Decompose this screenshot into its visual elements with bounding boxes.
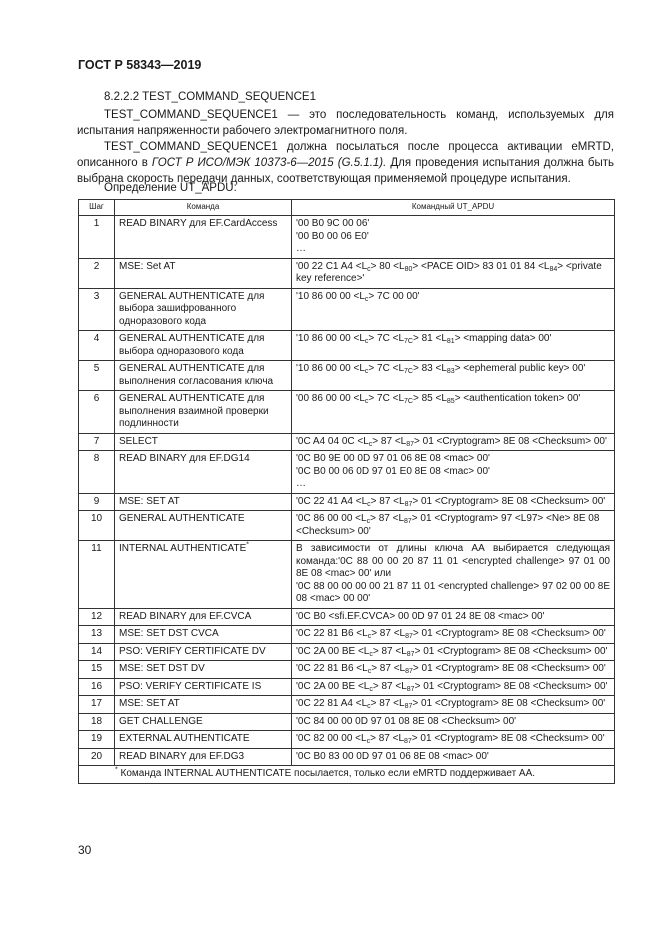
apdu-text: > 01 <Cryptogram> 8E 08 <Checksum> 00' (414, 680, 608, 692)
command-cell (115, 288, 292, 331)
table-row (79, 643, 615, 661)
standard-reference: ГОСТ Р ИСО/МЭК 10373-6—2015 (G.5.1.1). (151, 157, 387, 169)
command-cell (115, 731, 292, 749)
footnote-row (79, 766, 615, 784)
apdu-cell (292, 451, 615, 494)
table-row (79, 541, 615, 609)
apdu-cell (292, 288, 615, 331)
apdu-cell (292, 493, 615, 511)
command-text: MSE: SET AT (119, 495, 180, 507)
command-cell (115, 216, 292, 259)
apdu-line: '0C B0 <sfi.EF.CVCA> 00 0D 97 01 24 8E 08 <mac> 00' (296, 610, 545, 622)
apdu-text: > 87 <L (371, 663, 406, 674)
command-cell (115, 608, 292, 626)
step-cell: 19 (79, 731, 115, 749)
apdu-cell (292, 696, 615, 714)
apdu-text: '0C 22 81 A4 <L (296, 698, 368, 709)
apdu-text: > <mapping data> 00' (454, 333, 552, 344)
length-subscript: 87 (405, 668, 413, 675)
apdu-text: > 7C <L (368, 333, 405, 344)
command-text: PSO: VERIFY CERTIFICATE IS (119, 680, 262, 692)
apdu-line: '0C 84 00 00 0D 97 01 08 8E 08 <Checksum> 00' (296, 715, 517, 727)
command-text: MSE: SET AT (119, 698, 180, 709)
step-cell: 20 (79, 748, 115, 766)
apdu-text: > 7C 00 00' (368, 290, 420, 302)
length-subscript: c (367, 500, 371, 508)
apdu-line: '0C B0 83 00 0D 97 01 06 8E 08 <mac> 00' (296, 750, 489, 762)
command-text: MSE: SET DST CVCA (119, 628, 219, 639)
table-row (79, 731, 615, 749)
step-cell: 2 (79, 258, 115, 288)
step-cell: 13 (79, 626, 115, 644)
command-cell (115, 361, 292, 391)
table-row (79, 216, 615, 259)
apdu-text: > 87 <L (370, 513, 404, 524)
command-cell (115, 661, 292, 679)
apdu-text: > 01 <Cryptogram> 8E 08 <Checksum> 00' (412, 495, 606, 507)
table-row (79, 748, 615, 766)
apdu-cell (292, 678, 615, 696)
paragraph-2 (77, 139, 614, 187)
length-subscript: c (367, 265, 371, 273)
apdu-text: '0C 82 00 00 <L (296, 733, 367, 744)
footnote-mark: * (246, 541, 249, 549)
step-cell: 11 (79, 541, 115, 609)
paragraph-2-tail: Для проведения испытания должна быть выбрана скорость передачи данных, соответствующая применяемой процедуре испытания. (77, 157, 614, 185)
table-row (79, 696, 615, 714)
apdu-text: > 01 <Cryptogram> 97 <L97> <Ne> 8E 08 <Checksum> 00' (296, 513, 600, 537)
command-cell (115, 258, 292, 288)
apdu-cell (292, 391, 615, 434)
table-row (79, 493, 615, 511)
step-cell: 14 (79, 643, 115, 661)
apdu-text: '0C 86 00 00 <L (296, 513, 367, 524)
length-subscript: c (367, 633, 372, 640)
command-text: GET CHALLENGE (119, 715, 203, 727)
apdu-text: > 7C <L (368, 393, 405, 404)
length-subscript: c (369, 685, 373, 693)
apdu-cell (292, 626, 615, 644)
command-text: PSO: VERIFY CERTIFICATE DV (119, 645, 266, 657)
length-subscript: c (364, 398, 369, 405)
apdu-text: > 01 <Cryptogram> 8E 08 <Checksum> 00' (412, 698, 606, 709)
length-subscript: 87 (406, 440, 415, 448)
apdu-text: > 87 <L (372, 645, 407, 657)
apdu-cell (292, 608, 615, 626)
apdu-text: '0C 2A 00 BE <L (296, 645, 370, 657)
apdu-text: > 87 <L (372, 680, 407, 692)
apdu-text: > <ephemeral public key> 00' (454, 363, 586, 374)
apdu-line: '0C B0 9E 00 0D 97 01 06 8E 08 <mac> 00' (296, 453, 490, 464)
command-cell (115, 696, 292, 714)
apdu-text: > <PACE OID> 83 01 01 84 <L (412, 260, 550, 272)
apdu-text: > 01 <Cryptogram> 8E 08 <Checksum> 00' (414, 645, 608, 657)
length-subscript: 87 (404, 518, 412, 525)
command-cell (115, 433, 292, 451)
length-subscript: 7C (404, 398, 413, 405)
apdu-text: > 87 <L (371, 628, 406, 639)
command-text: READ BINARY для EF.CVCA (119, 610, 252, 622)
step-cell: 8 (79, 451, 115, 494)
apdu-cell (292, 511, 615, 541)
apdu-line: В зависимости от длины ключа АА выбирается следующая команда:'0C 88 00 00 20 87 11 01 <encrypted challenge> 97 01 00 8E 08 <mac> 00' или (296, 543, 610, 579)
command-text: EXTERNAL AUTHENTICATE (119, 733, 250, 744)
command-text: GENERAL AUTHENTICATE для выполнения согласования ключа (119, 363, 274, 387)
apdu-text: > 87 <L (370, 698, 405, 709)
step-cell: 16 (79, 678, 115, 696)
step-cell: 6 (79, 391, 115, 434)
table-row (79, 288, 615, 331)
table-header-row (79, 200, 615, 216)
apdu-text: > 80 <L (370, 260, 405, 272)
apdu-text: > <authentication token> 00' (454, 393, 581, 404)
length-subscript: 87 (404, 703, 413, 710)
command-text: GENERAL AUTHENTICATE для выполнения взаимной проверки подлинности (119, 393, 269, 429)
command-text: READ BINARY для EF.DG14 (119, 453, 250, 464)
step-cell: 18 (79, 713, 115, 731)
apdu-text: '10 86 00 00 <L (296, 333, 365, 344)
length-subscript: 81 (446, 338, 455, 345)
apdu-text: > 81 <L (412, 333, 447, 344)
apdu-text: '0C 22 81 B6 <L (296, 628, 368, 639)
apdu-text: '10 86 00 00 <L (296, 290, 365, 302)
length-subscript: 84 (549, 265, 558, 273)
command-text: MSE: SET DST DV (119, 663, 205, 674)
table-row (79, 331, 615, 361)
apdu-cell (292, 643, 615, 661)
table-row (79, 391, 615, 434)
section-text (77, 107, 614, 187)
table-row (79, 258, 615, 288)
apdu-cell (292, 331, 615, 361)
apdu-cell (292, 748, 615, 766)
column-header-step: Шаг (79, 200, 115, 216)
apdu-text: '0C A4 04 0C <L (296, 435, 369, 447)
step-cell: 5 (79, 361, 115, 391)
apdu-text: '0C 2A 00 BE <L (296, 680, 370, 692)
step-cell: 4 (79, 331, 115, 361)
step-cell: 1 (79, 216, 115, 259)
footnote-mark: * (115, 766, 118, 774)
command-cell (115, 713, 292, 731)
apdu-text: '00 86 00 00 <L (296, 393, 365, 404)
apdu-text: > 85 <L (412, 393, 447, 404)
command-text: READ BINARY для EF.DG3 (119, 750, 245, 762)
length-subscript: 87 (404, 738, 412, 745)
command-text: INTERNAL AUTHENTICATE (119, 543, 247, 554)
apdu-text: > <private key reference>' (296, 260, 602, 284)
length-subscript: c (369, 650, 373, 658)
command-text: GENERAL AUTHENTICATE для выбора зашифрованного одноразового кода (119, 290, 265, 327)
command-cell (115, 626, 292, 644)
apdu-line: … (296, 478, 306, 489)
length-subscript: 85 (446, 398, 455, 405)
step-cell: 15 (79, 661, 115, 679)
apdu-text: > 7C <L (368, 363, 405, 374)
command-cell (115, 748, 292, 766)
footnote-text: Команда INTERNAL AUTHENTICATE посылается, только если eMRTD поддерживает АА. (117, 768, 536, 779)
table-body (79, 216, 615, 766)
apdu-cell (292, 713, 615, 731)
column-header-command: Команда (115, 200, 292, 216)
apdu-text: > 01 <Cryptogram> 8E 08 <Checksum> 00' (411, 733, 605, 744)
command-cell (115, 391, 292, 434)
apdu-line: … (296, 243, 306, 254)
length-subscript: c (367, 668, 372, 675)
step-cell: 3 (79, 288, 115, 331)
command-text: READ BINARY для EF.CardAccess (119, 218, 278, 229)
length-subscript: c (366, 738, 371, 745)
command-text: SELECT (119, 435, 158, 447)
apdu-text: '0C 22 41 A4 <L (296, 495, 368, 507)
command-cell (115, 331, 292, 361)
section-title: 8.2.2.2 TEST_COMMAND_SEQUENCE1 (104, 91, 316, 103)
length-subscript: c (364, 338, 369, 345)
command-text: MSE: Set AT (119, 260, 176, 272)
step-cell: 17 (79, 696, 115, 714)
apdu-cell (292, 661, 615, 679)
table-row (79, 608, 615, 626)
apdu-text: '00 22 C1 A4 <L (296, 260, 368, 272)
standard-header: ГОСТ Р 58343—2019 (78, 58, 202, 72)
length-subscript: 80 (404, 265, 413, 273)
apdu-text: '0C 22 81 B6 <L (296, 663, 368, 674)
column-header-apdu: Командный UT_APDU (292, 200, 615, 216)
length-subscript: c (367, 703, 371, 710)
length-subscript: c (366, 518, 371, 525)
command-text: GENERAL AUTHENTICATE (119, 513, 245, 524)
command-cell (115, 678, 292, 696)
apdu-text: > 01 <Cryptogram> 8E 08 <Checksum> 00' (412, 663, 606, 674)
length-subscript: 7C (404, 338, 413, 345)
length-subscript: 87 (404, 500, 413, 508)
apdu-cell (292, 731, 615, 749)
apdu-table (78, 199, 615, 784)
length-subscript: 87 (405, 633, 413, 640)
length-subscript: 87 (406, 685, 415, 693)
length-subscript: 87 (406, 650, 415, 658)
apdu-text: '10 86 00 00 <L (296, 363, 365, 374)
step-cell: 9 (79, 493, 115, 511)
apdu-text: > 01 <Cryptogram> 8E 08 <Checksum> 00' (414, 435, 607, 447)
length-subscript: 83 (446, 368, 455, 375)
apdu-text: > 87 <L (370, 733, 404, 744)
step-cell: 7 (79, 433, 115, 451)
apdu-cell (292, 258, 615, 288)
apdu-cell (292, 361, 615, 391)
apdu-definition-title: Определение UT_APDU: (104, 182, 237, 194)
apdu-text: > 87 <L (370, 495, 405, 507)
apdu-text: > 87 <L (372, 435, 407, 447)
command-cell (115, 511, 292, 541)
length-subscript: 7C (404, 368, 413, 375)
footnote (79, 766, 615, 784)
table-row (79, 361, 615, 391)
table-row (79, 661, 615, 679)
apdu-text: > 01 <Cryptogram> 8E 08 <Checksum> 00' (412, 628, 606, 639)
command-cell (115, 493, 292, 511)
apdu-cell (292, 541, 615, 609)
table-row (79, 626, 615, 644)
table-row (79, 511, 615, 541)
command-cell (115, 541, 292, 609)
paragraph-2-text: TEST_COMMAND_SEQUENCE1 должна посылаться после процесса активации eMRTD, описанного в (77, 141, 614, 169)
apdu-cell (292, 216, 615, 259)
apdu-line: '0C 88 00 00 00 00 21 87 11 01 <encrypted challenge> 97 02 00 00 8E 08 <mac> 00 00' (296, 580, 610, 604)
length-subscript: c (364, 295, 369, 303)
command-cell (115, 451, 292, 494)
command-text: GENERAL AUTHENTICATE для выбора одноразового кода (119, 333, 265, 357)
length-subscript: c (364, 368, 369, 375)
table-row (79, 713, 615, 731)
table-row (79, 678, 615, 696)
page-number: 30 (78, 843, 92, 857)
apdu-line: '00 B0 9C 00 06' (296, 218, 370, 229)
step-cell: 10 (79, 511, 115, 541)
apdu-line: '0C B0 00 06 0D 97 01 E0 8E 08 <mac> 00' (296, 465, 490, 477)
apdu-text: > 83 <L (412, 363, 447, 374)
table-row (79, 433, 615, 451)
command-cell (115, 643, 292, 661)
table-row (79, 451, 615, 494)
length-subscript: c (368, 440, 373, 448)
paragraph-1: TEST_COMMAND_SEQUENCE1 — это последовательность команд, используемых для испытания напряженности рабочего электромагнитного поля. (77, 109, 614, 137)
apdu-line: '00 B0 00 06 E0' (296, 230, 369, 242)
step-cell: 12 (79, 608, 115, 626)
apdu-cell (292, 433, 615, 451)
